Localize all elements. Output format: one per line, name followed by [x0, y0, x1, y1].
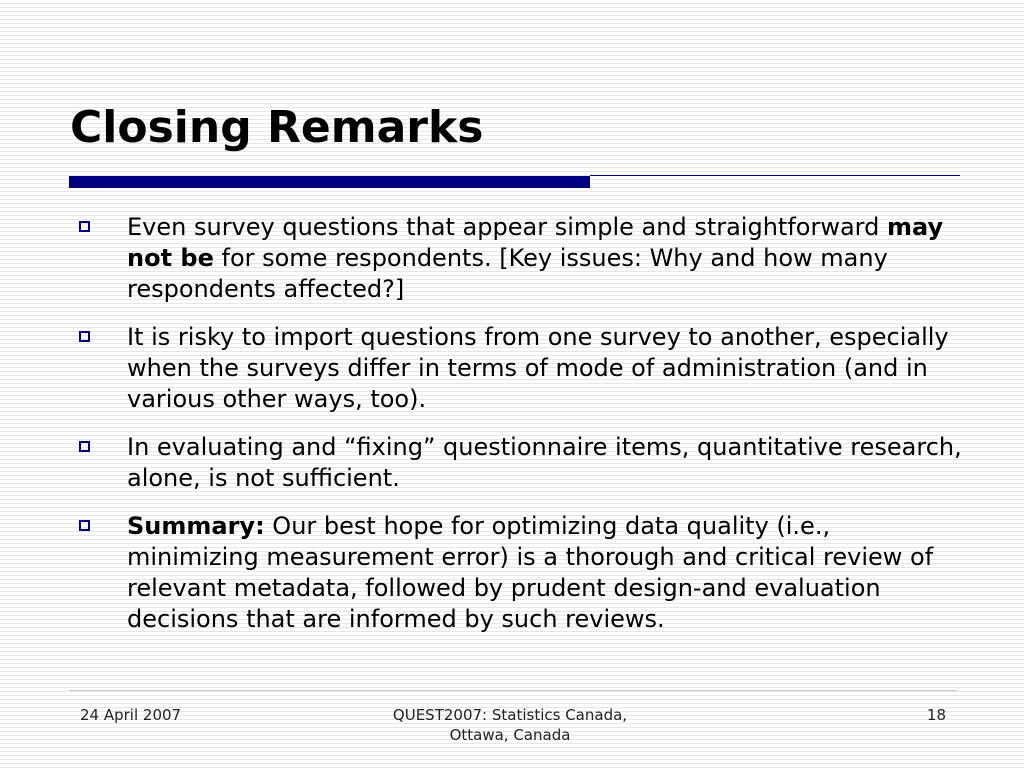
- bullet-item: [78, 511, 968, 635]
- hollow-square-icon: [79, 441, 90, 452]
- bullet-text: [127, 512, 933, 633]
- title-underline-thick: [69, 176, 590, 188]
- bullet-text-segment: It is risky to import questions from one survey to another, especially when the surveys differ in terms of mode of administration (and in various other ways, too).: [127, 323, 949, 413]
- bullet-text: [127, 323, 949, 413]
- bullet-text-segment: for some respondents. [Key issues: Why and how many respondents affected?]: [127, 244, 888, 303]
- footer-presentation-info: [360, 705, 660, 745]
- title-underline-thin: [590, 175, 960, 176]
- bullet-text-segment: In evaluating and “fixing” questionnaire items, quantitative research, alone, is not sufficient.: [127, 433, 962, 492]
- bullet-text: [127, 213, 943, 303]
- bullet-item: [78, 322, 968, 415]
- bullet-item: [78, 432, 968, 494]
- slide-title: Closing Remarks: [70, 102, 484, 153]
- footer-center-line-1: QUEST2007: Statistics Canada,: [392, 706, 628, 724]
- bullet-text: [127, 433, 962, 492]
- bullet-emphasis: may not be: [127, 213, 944, 272]
- bullet-list: [78, 212, 968, 652]
- footer-page-number: 18: [926, 706, 946, 724]
- footer-divider: [69, 690, 957, 691]
- footer-date: 24 April 2007: [80, 706, 182, 724]
- bullet-emphasis: Summary:: [127, 512, 265, 540]
- bullet-text-segment: Our best hope for optimizing data quality (i.e., minimizing measurement error) is a thorough and critical review of relevant metadata, followed by prudent design-and evaluation decisions that are informed by such reviews.: [127, 512, 934, 633]
- hollow-square-icon: [79, 520, 90, 531]
- hollow-square-icon: [79, 331, 90, 342]
- hollow-square-icon: [79, 221, 90, 232]
- bullet-text-segment: Even survey questions that appear simple and straightforward: [127, 213, 887, 241]
- bullet-item: [78, 212, 968, 305]
- footer-center-line-2: Ottawa, Canada: [449, 726, 571, 744]
